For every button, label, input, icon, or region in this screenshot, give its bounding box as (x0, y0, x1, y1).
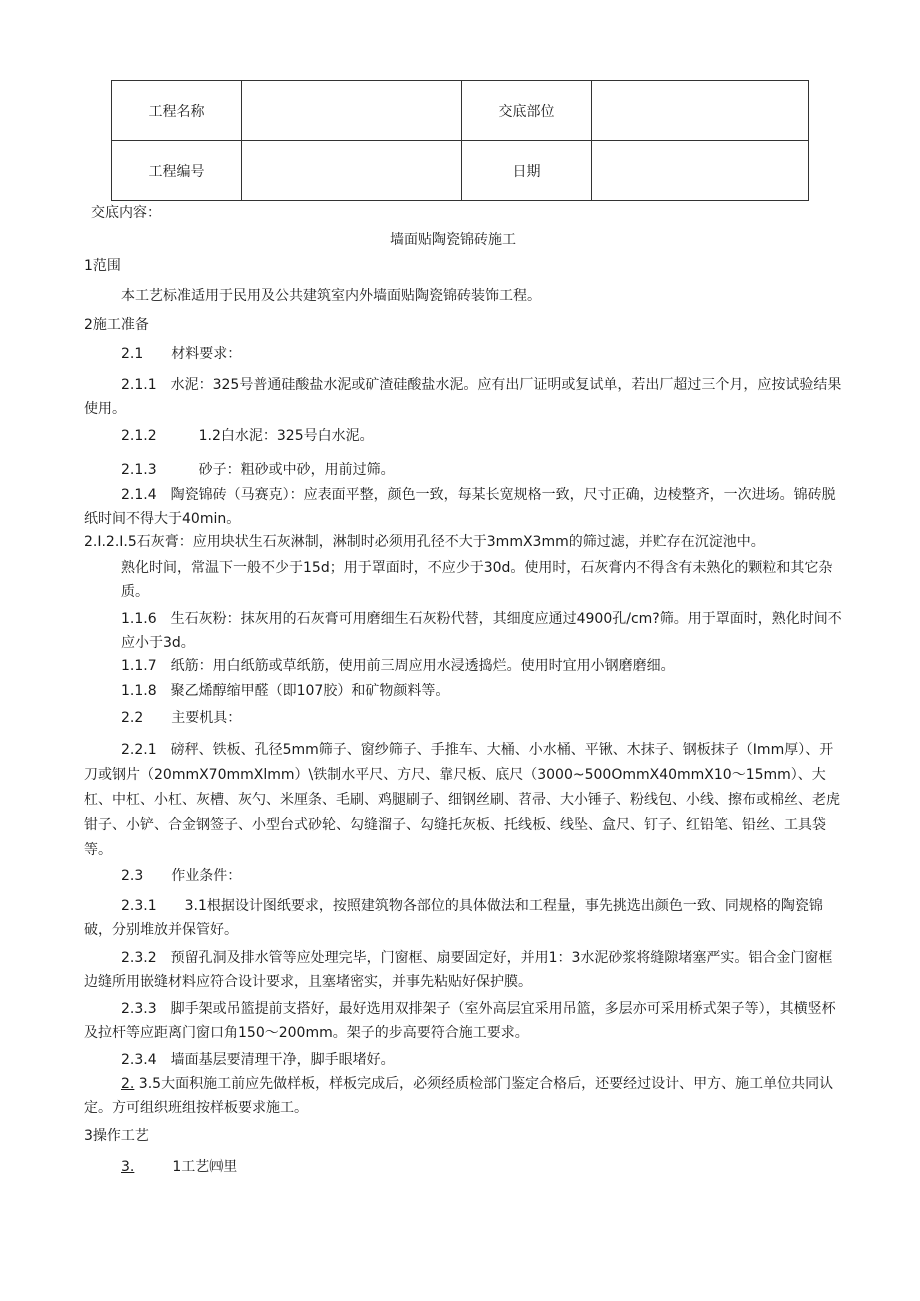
item-2-2-1: 2.2.1 磅秤、铁板、孔径5mm筛子、窗纱筛子、手推车、大桶、小水桶、平锹、木抹子、钢板抹子（Imm厚）、开刀或钢片（20mmX70mmXlmm）\铁制水平尺、方尺、靠尺板、底尺（3000~500OmmX40mmX10～15mm）、大杠、中杠、小杠、灰槽、灰勺、米厘条、毛刷、鸡腿刷子、细钢丝刷、苕帚、大小锤子、粉线包、小线、擦布或棉丝、老虎钳子、小铲、合金钢签子、小型台式砂轮、勾缝溜子、勾缝托灰板、托线板、线坠、盒尺、钉子、红铅笔、铅丝、工具袋等。 (84, 742, 840, 858)
item-1-1-7: 1.1.7 纸筋：用白纸筋或草纸筋，使用前三周应用水浸透捣烂。使用时宜用小钢磨磨细。 (121, 658, 675, 674)
item-2-3-5-text: 3.5大面积施工前应先做样板，样板完成后，必须经质检部门鉴定合格后，还要经过设计、甲方、施工单位共同认定。方可组织班组按样板要求施工。 (84, 1076, 834, 1116)
item-1-1-8: 1.1.8 聚乙烯醇缩甲醛（即107胶）和矿物颜料等。 (121, 683, 450, 699)
item-2-3-5-number: 2. (121, 1076, 135, 1092)
header-table (111, 80, 809, 201)
document-title: 墙面贴陶瓷锦砖施工 (390, 232, 516, 248)
item-2-3-2: 2.3.2 预留孔洞及排水管等应处理完毕，门窗框、扇要固定好，并用1：3水泥砂浆将缝隙堵塞严实。铝合金门窗框边缝所用嵌缝材料应符合设计要求，且塞堵密实，并事先粘贴好保护膜。 (84, 950, 833, 990)
item-2-3-5 (84, 1072, 844, 1120)
item-2-2: 2.2 主要机具： (121, 710, 242, 726)
item-2-3-4: 2.3.4 墙面基层要清理干净，脚手眼堵好。 (121, 1052, 395, 1068)
project-name-label: 工程名称 (112, 81, 242, 141)
section-1-heading: 1范围 (84, 258, 121, 274)
item-3-1-text: 1工艺㈣里 (172, 1159, 238, 1175)
project-number-value (242, 141, 462, 201)
item-3-1-number: 3. (121, 1159, 135, 1175)
item-2-3: 2.3 作业条件： (121, 868, 242, 884)
item-2-1-3: 2.1.3 砂子：粗砂或中砂，用前过筛。 (121, 462, 395, 478)
section-2-heading: 2施工准备 (84, 317, 149, 333)
header-row (112, 141, 809, 201)
item-2-3-1: 2.3.1 3.1根据设计图纸要求，按照建筑物各部位的具体做法和工程量，事先挑选出颜色一致、同规格的陶瓷锦破，分别堆放并保管好。 (84, 898, 823, 938)
item-2-3-3: 2.3.3 脚手架或吊篮提前支搭好，最好选用双排架子（室外高层宜采用吊篮，多层亦可采用桥式架子等），其横竖杯及拉杆等应距离门窗口角150～200mm。架子的步高要符合施工要求。 (84, 1001, 836, 1041)
project-name-value (242, 81, 462, 141)
item-2-1-2: 2.1.2 1.2白水泥：325号白水泥。 (121, 428, 374, 444)
item-2-1-4: 2.1.4 陶瓷锦砖（马赛克）：应表面平整，颜色一致，每某长宽规格一致，尺寸正确，边棱整齐，一次进场。锦砖脱纸时间不得大于40min。 (84, 487, 836, 527)
project-number-label: 工程编号 (112, 141, 242, 201)
handover-part-value (592, 81, 809, 141)
item-3-1 (121, 1157, 237, 1177)
handover-part-label: 交底部位 (462, 81, 592, 141)
header-row (112, 81, 809, 141)
section-1-text: 本工艺标准适用于民用及公共建筑室内外墙面贴陶瓷锦砖装饰工程。 (121, 288, 541, 304)
item-2-1: 2.1 材料要求： (121, 346, 242, 362)
intro-label: 交底内容： (91, 205, 161, 221)
item-1-1-6: 1.1.6 生石灰粉：抹灰用的石灰膏可用磨细生石灰粉代替，其细度应通过4900孔/cm?筛。用于罩面时，熟化时间不应小于3d。 (121, 611, 842, 651)
date-value (592, 141, 809, 201)
item-2-1-1: 2.1.1 水泥：325号普通硅酸盐水泥或矿渣硅酸盐水泥。应有出厂证明或复试单，若出厂超过三个月，应按试验结果使用。 (84, 377, 842, 417)
section-3-heading: 3操作工艺 (84, 1128, 149, 1144)
item-2-1-5: 2.I.2.I.5石灰膏：应用块状生石灰淋制，淋制时必须用孔径不大于3mmX3mm的筛过滤，并贮存在沉淀池中。 (84, 534, 765, 550)
date-label: 日期 (462, 141, 592, 201)
item-2-1-5-cont: 熟化时间，常温下一般不少于15d；用于罩面时，不应少于30d。使用时，石灰膏内不得含有未熟化的颗粒和其它杂质。 (121, 560, 833, 600)
